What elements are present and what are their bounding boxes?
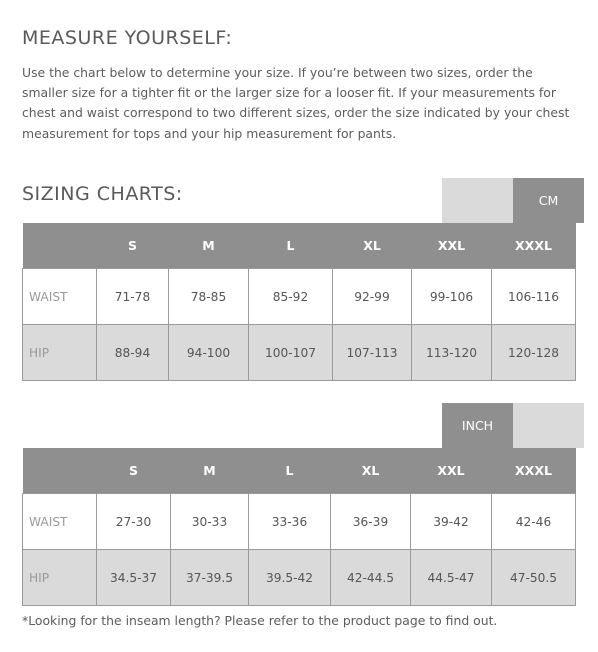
unit-toggle-blank[interactable] xyxy=(513,403,584,448)
table-row xyxy=(23,269,576,325)
row-label: HIP xyxy=(23,325,97,381)
inseam-footnote: *Looking for the inseam length? Please refer to the product page to find out. xyxy=(22,613,498,628)
header-cell: L xyxy=(249,448,331,494)
table-cell: 88-94 xyxy=(97,325,169,381)
row-label: WAIST xyxy=(23,494,97,550)
header-cell: XL xyxy=(331,448,411,494)
row-label: HIP xyxy=(23,550,97,606)
unit-toggle-blank[interactable] xyxy=(442,178,513,223)
size-table-inch xyxy=(22,448,576,606)
table-cell: 30-33 xyxy=(171,494,249,550)
table-cell: 113-120 xyxy=(412,325,492,381)
table-cell: 47-50.5 xyxy=(492,550,576,606)
table-cell: 106-116 xyxy=(492,269,576,325)
table-cell: 42-46 xyxy=(492,494,576,550)
table-cell: 39.5-42 xyxy=(249,550,331,606)
header-cell: S xyxy=(97,448,171,494)
intro-text: Use the chart below to determine your size. If you’re between two sizes, order the smaller size for a tighter fit or the larger size for a looser fit. If your measurements for chest and waist correspond to two different sizes, order the size indicated by your chest measurement for tops and your hip measurement for pants. xyxy=(22,65,570,141)
table-cell: 92-99 xyxy=(333,269,412,325)
sizing-charts-heading: SIZING CHARTS: xyxy=(22,183,183,205)
table-row xyxy=(23,550,576,606)
header-cell xyxy=(23,448,97,494)
header-cell: M xyxy=(171,448,249,494)
header-cell: XXL xyxy=(411,448,492,494)
page-title: MEASURE YOURSELF: xyxy=(22,27,233,49)
unit-toggle-inch xyxy=(442,403,584,448)
table-cell: 37-39.5 xyxy=(171,550,249,606)
table-cell: 42-44.5 xyxy=(331,550,411,606)
table-cell: 44.5-47 xyxy=(411,550,492,606)
table-cell: 85-92 xyxy=(249,269,333,325)
size-table-cm xyxy=(22,223,576,381)
unit-tab-inch[interactable]: INCH xyxy=(442,403,513,448)
table-cell: 107-113 xyxy=(333,325,412,381)
table-cell: 71-78 xyxy=(97,269,169,325)
table-row xyxy=(23,494,576,550)
table-row xyxy=(23,325,576,381)
header-cell: XXXL xyxy=(492,223,576,269)
table-header-row xyxy=(23,223,576,269)
table-cell: 78-85 xyxy=(169,269,249,325)
table-cell: 34.5-37 xyxy=(97,550,171,606)
table-cell: 100-107 xyxy=(249,325,333,381)
header-cell: XXL xyxy=(412,223,492,269)
table-cell: 36-39 xyxy=(331,494,411,550)
header-cell: L xyxy=(249,223,333,269)
header-cell: XXXL xyxy=(492,448,576,494)
table-header-row xyxy=(23,448,576,494)
table-cell: 120-128 xyxy=(492,325,576,381)
table-cell: 99-106 xyxy=(412,269,492,325)
table-cell: 33-36 xyxy=(249,494,331,550)
table-cell: 94-100 xyxy=(169,325,249,381)
header-cell: M xyxy=(169,223,249,269)
header-cell xyxy=(23,223,97,269)
unit-toggle-cm xyxy=(442,178,584,223)
table-cell: 27-30 xyxy=(97,494,171,550)
row-label: WAIST xyxy=(23,269,97,325)
unit-tab-cm[interactable]: CM xyxy=(513,178,584,223)
header-cell: XL xyxy=(333,223,412,269)
header-cell: S xyxy=(97,223,169,269)
table-cell: 39-42 xyxy=(411,494,492,550)
